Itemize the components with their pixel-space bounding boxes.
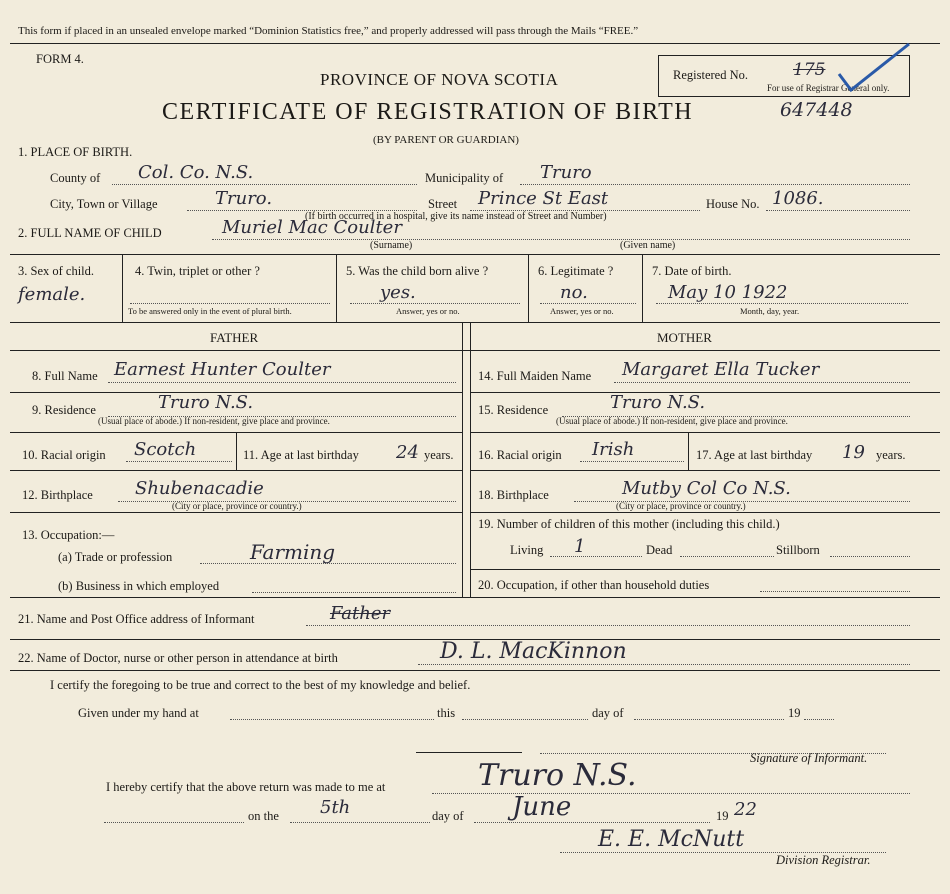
- stillborn-label: Stillborn: [776, 543, 820, 557]
- registered-label: Registered No.: [673, 68, 748, 82]
- given-label: Given under my hand at: [78, 706, 199, 720]
- on-the-label: on the: [248, 809, 279, 823]
- mother-heading: MOTHER: [657, 330, 712, 345]
- date-value: May 10 1922: [668, 282, 788, 303]
- this-label: this: [437, 706, 456, 720]
- place-of-birth-heading: 1. PLACE OF BIRTH.: [18, 145, 133, 159]
- registrar-signature: E. E. McNutt: [598, 827, 745, 852]
- registered-note: For use of Registrar General only.: [767, 83, 890, 93]
- sex-label: 3. Sex of child.: [18, 264, 95, 278]
- certificate-title: CERTIFICATE OF REGISTRATION OF BIRTH: [162, 99, 694, 125]
- subtitle: (BY PARENT OR GUARDIAN): [373, 134, 519, 146]
- municipality-label: Municipality of: [425, 171, 504, 185]
- registrar-year-prefix: 19: [716, 809, 729, 823]
- mother-res-value: Truro N.S.: [610, 392, 706, 413]
- street-label: Street: [428, 197, 458, 211]
- father-res-value: Truro N.S.: [158, 392, 254, 413]
- father-res-note: (Usual place of abode.) If non-resident, give place and province.: [98, 416, 330, 426]
- legit-note: Answer, yes or no.: [550, 306, 614, 316]
- date-note: Month, day, year.: [740, 306, 800, 316]
- father-birthplace-note: (City or place, province or country.): [172, 501, 302, 511]
- trade-value: Farming: [250, 540, 336, 564]
- legit-label: 6. Legitimate ?: [538, 264, 614, 278]
- sex-value: female.: [18, 284, 86, 305]
- mother-racial-value: Irish: [592, 439, 635, 460]
- registrar-text: I hereby certify that the above return was made to me at: [106, 780, 386, 794]
- father-age-value: 24: [396, 442, 419, 463]
- occupation-label: 13. Occupation:—: [22, 528, 115, 542]
- city-value: Truro.: [215, 188, 273, 209]
- hospital-note: (If birth occurred in a hospital, give its name instead of Street and Number): [305, 211, 607, 222]
- mother-name-label: 14. Full Maiden Name: [478, 369, 592, 383]
- informant-signature-label: Signature of Informant.: [750, 751, 868, 765]
- registered-value: 175: [793, 60, 826, 80]
- living-value: 1: [574, 536, 586, 557]
- father-birthplace-label: 12. Birthplace: [22, 488, 93, 502]
- mother-res-label: 15. Residence: [478, 403, 549, 417]
- county-value: Col. Co. N.S.: [138, 162, 254, 183]
- mother-birthplace-label: 18. Birthplace: [478, 488, 549, 502]
- registered-box: [658, 55, 910, 97]
- living-label: Living: [510, 543, 544, 557]
- mother-birthplace-value: Mutby Col Co N.S.: [622, 478, 791, 499]
- alive-value: yes.: [380, 282, 416, 303]
- top-rule: [10, 43, 940, 44]
- father-name-label: 8. Full Name: [32, 369, 98, 383]
- municipality-value: Truro: [540, 162, 592, 183]
- registrar-year-value: 22: [734, 799, 757, 820]
- trade-label: (a) Trade or profession: [58, 550, 173, 564]
- children-label: 19. Number of children of this mother (including this child.): [478, 517, 780, 531]
- mailing-notice: This form if placed in an unsealed envelope marked “Dominion Statistics free,” and properly addressed will pass through the Mails “FREE.”: [18, 25, 639, 37]
- mother-occupation-label: 20. Occupation, if other than household duties: [478, 578, 710, 592]
- day-of-label: day of: [592, 706, 624, 720]
- house-label: House No.: [706, 197, 760, 211]
- surname-note: (Surname): [370, 240, 413, 251]
- father-age-label: 11. Age at last birthday: [243, 448, 359, 462]
- mother-age-unit: years.: [876, 448, 906, 462]
- alive-note: Answer, yes or no.: [396, 306, 460, 316]
- registrar-day-value: 5th: [320, 797, 351, 818]
- county-label: County of: [50, 171, 101, 185]
- given-note: (Given name): [620, 240, 676, 251]
- city-label: City, Town or Village: [50, 197, 158, 211]
- father-racial-value: Scotch: [134, 439, 197, 460]
- alive-label: 5. Was the child born alive ?: [346, 264, 489, 278]
- mother-name-value: Margaret Ella Tucker: [622, 359, 820, 380]
- stamp-number: 647448: [780, 99, 853, 121]
- father-res-label: 9. Residence: [32, 403, 96, 417]
- doctor-value: D. L. MacKinnon: [440, 639, 627, 664]
- father-birthplace-value: Shubenacadie: [135, 478, 264, 499]
- twin-note: To be answered only in the event of plural birth.: [128, 306, 292, 316]
- father-age-unit: years.: [424, 448, 454, 462]
- mother-birthplace-note: (City or place, province or country.): [616, 501, 746, 511]
- informant-value: Father: [330, 603, 391, 624]
- father-heading: FATHER: [210, 330, 259, 345]
- mother-res-note: (Usual place of abode.) If non-resident, give place and province.: [556, 416, 788, 426]
- legit-value: no.: [560, 282, 588, 303]
- mother-racial-label: 16. Racial origin: [478, 448, 562, 462]
- business-label: (b) Business in which employed: [58, 579, 220, 593]
- dead-label: Dead: [646, 543, 673, 557]
- street-value: Prince St East: [478, 188, 609, 209]
- date-label: 7. Date of birth.: [652, 264, 732, 278]
- registrar-signature-label: Division Registrar.: [776, 853, 871, 867]
- house-value: 1086.: [772, 188, 824, 209]
- form-number: FORM 4.: [36, 52, 84, 66]
- twin-label: 4. Twin, triplet or other ?: [135, 264, 260, 278]
- registrar-day-of-label: day of: [432, 809, 464, 823]
- certify-text: I certify the foregoing to be true and correct to the best of my knowledge and belief.: [50, 678, 471, 692]
- mother-age-value: 19: [842, 442, 865, 463]
- province-title: PROVINCE OF NOVA SCOTIA: [320, 70, 559, 89]
- registrar-place-value: Truro N.S.: [478, 758, 637, 793]
- doctor-label: 22. Name of Doctor, nurse or other person in attendance at birth: [18, 651, 338, 665]
- informant-label: 21. Name and Post Office address of Informant: [18, 612, 255, 626]
- child-name-label: 2. FULL NAME OF CHILD: [18, 226, 162, 240]
- father-name-value: Earnest Hunter Coulter: [114, 359, 331, 380]
- year-label: 19: [788, 706, 801, 720]
- registrar-month-value: June: [512, 792, 572, 822]
- father-racial-label: 10. Racial origin: [22, 448, 106, 462]
- checkmark-icon: [835, 40, 915, 96]
- mother-age-label: 17. Age at last birthday: [696, 448, 813, 462]
- child-name-value: Muriel Mac Coulter: [222, 217, 402, 238]
